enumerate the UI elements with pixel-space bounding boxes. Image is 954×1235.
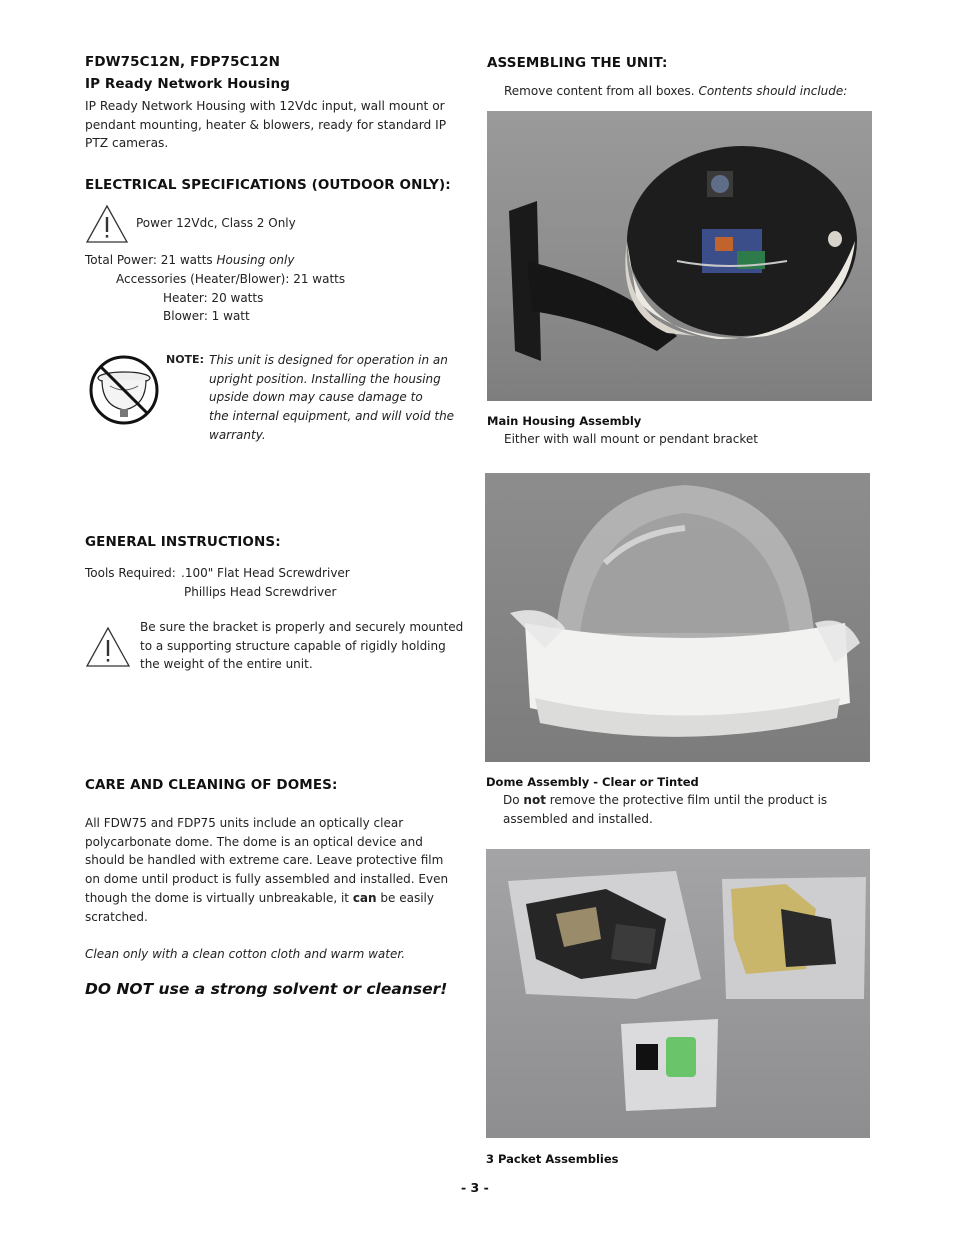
care-heading: CARE AND CLEANING OF DOMES: [85,777,338,793]
note-line: upright position. Installing the housing [209,371,441,386]
bracket-warning [140,618,463,674]
note-line: warranty. [209,427,266,442]
note-line: This unit is designed for operation in an [209,353,448,367]
note-line: the internal equipment, and will void the [209,409,455,424]
accessories-power: Accessories (Heater/Blower): 21 watts [116,272,346,286]
packets-caption-title: 3 Packet Assemblies [486,1152,619,1166]
care-line: be easily [376,890,434,905]
tool-flat-head: .100" Flat Head Screwdriver [181,566,350,580]
care-line: on dome until product is fully assembled and installed. Even [85,872,449,887]
tools-label: Tools Required: [85,566,176,580]
warning-line: Be sure the bracket is properly and securely mounted [140,620,464,634]
care-emphasis: can [352,890,377,905]
warning-triangle-icon [85,626,131,668]
dome-caption-emphasis: not [523,793,546,807]
heater-power: Heater: 20 watts [163,291,264,305]
dome-caption [503,791,827,828]
no-upside-down-icon [86,354,162,426]
care-line: All FDW75 and FDP75 units include an optically clear [85,816,404,830]
intro-text: Remove content from all boxes. [504,84,699,98]
note-label: NOTE: [166,353,204,366]
dome-caption-text: Do [503,793,524,807]
tool-phillips: Phillips Head Screwdriver [184,585,337,599]
care-line: scratched. [85,909,148,924]
care-line: polycarbonate dome. The dome is an optical device and [85,834,423,849]
clean-text: Clean only with a clean cotton cloth and warm water. [85,947,406,961]
intro-italic: Contents should include: [698,84,848,98]
clean-instruction [85,945,405,964]
product-description: IP Ready Network Housing with 12Vdc input, wall mount or pendant mounting, heater & blowers, ready for standard IP PTZ cameras. [85,99,447,151]
dome-assembly-photo [485,473,870,762]
main-housing-caption: Either with wall mount or pendant bracket [504,432,758,446]
dome-caption-text: assembled and installed. [503,811,653,826]
care-line: though the dome is virtually unbreakable, it [85,890,353,905]
warning-line: the weight of the entire unit. [140,657,313,672]
note-line: upside down may cause damage to [209,390,423,405]
page-number: - 3 - [461,1180,489,1195]
power-note: Power 12Vdc, Class 2 Only [136,216,296,230]
total-power-text: Total Power: 21 watts [85,253,217,267]
assembling-intro [504,82,847,101]
warning-triangle-icon [85,204,129,244]
product-title: IP Ready Network Housing [85,76,290,92]
packet-assemblies-photo [486,849,870,1138]
care-text [85,814,448,926]
dome-caption-text: remove the protective film until the product is [545,793,828,807]
care-line: should be handled with extreme care. Leave protective film [85,853,444,868]
main-housing-caption-title: Main Housing Assembly [487,414,642,428]
electrical-heading: ELECTRICAL SPECIFICATIONS (OUTDOOR ONLY): [85,177,451,193]
blower-power: Blower: 1 watt [163,309,250,323]
note-text [209,351,454,445]
assembling-heading: ASSEMBLING THE UNIT: [487,55,668,71]
model-title: FDW75C12N, FDP75C12N [85,54,281,70]
main-housing-photo [487,111,872,401]
total-power [85,251,294,270]
dome-caption-title: Dome Assembly - Clear or Tinted [486,775,699,789]
solvent-warning: DO NOT use a strong solvent or cleanser! [85,980,448,998]
warning-line: to a supporting structure capable of rigidly holding [140,638,446,653]
total-power-italic: Housing only [216,253,295,267]
general-heading: GENERAL INSTRUCTIONS: [85,534,281,550]
